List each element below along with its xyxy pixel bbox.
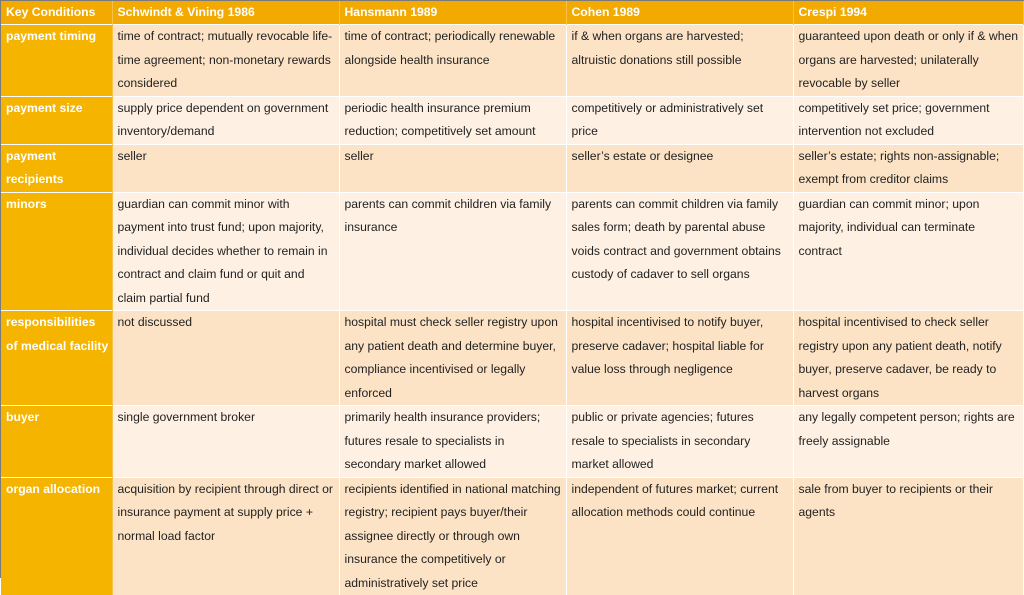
row-key: buyer [1,406,112,478]
table-cell: any legally competent person; rights are freely assignable [793,406,1023,478]
table-row [1,311,1023,406]
table-cell: not discussed [112,311,339,406]
table-cell: guardian can commit minor; upon majority, individual can terminate contract [793,192,1023,311]
table-cell: primarily health insurance providers; futures resale to specialists in secondary market allowed [339,406,566,478]
table-cell: public or private agencies; futures resale to specialists in secondary market allowed [566,406,793,478]
table-cell: if & when organs are harvested; altruistic donations still possible [566,25,793,97]
table-cell: time of contract; mutually revocable life-time agreement; non-monetary rewards considered [112,25,339,97]
table-cell: seller [339,144,566,192]
table-cell: seller [112,144,339,192]
header-hansmann: Hansmann 1989 [339,1,566,25]
row-key: minors [1,192,112,311]
row-key: payment size [1,96,112,144]
row-key: payment recipients [1,144,112,192]
table-cell: time of contract; periodically renewable alongside health insurance [339,25,566,97]
table-row [1,477,1023,595]
row-key: payment timing [1,25,112,97]
header-row [1,1,1023,25]
comparison-table [1,1,1024,595]
table-row [1,144,1023,192]
table-row [1,192,1023,311]
table-cell: competitively set price; government intervention not excluded [793,96,1023,144]
table-cell: recipients identified in national matching registry; recipient pays buyer/their assignee directly or through own insurance the competitively or administratively set price [339,477,566,595]
table-cell: hospital incentivised to check seller registry upon any patient death, notify buyer, preserve cadaver, be ready to harvest organs [793,311,1023,406]
table-cell: single government broker [112,406,339,478]
table-cell: acquisition by recipient through direct or insurance payment at supply price + normal load factor [112,477,339,595]
row-key: responsibilities of medical facility [1,311,112,406]
table-cell: seller’s estate; rights non-assignable; exempt from creditor claims [793,144,1023,192]
table-cell: sale from buyer to recipients or their agents [793,477,1023,595]
table-cell: guaranteed upon death or only if & when organs are harvested; unilaterally revocable by seller [793,25,1023,97]
table-cell: periodic health insurance premium reduction; competitively set amount [339,96,566,144]
table-cell: competitively or administratively set price [566,96,793,144]
table-cell: seller’s estate or designee [566,144,793,192]
header-cohen: Cohen 1989 [566,1,793,25]
header-crespi: Crespi 1994 [793,1,1023,25]
header-key-conditions: Key Conditions [1,1,112,25]
header-schwindt-vining: Schwindt & Vining 1986 [112,1,339,25]
table-row [1,25,1023,97]
table-cell: hospital incentivised to notify buyer, preserve cadaver; hospital liable for value loss through negligence [566,311,793,406]
table-cell: hospital must check seller registry upon any patient death and determine buyer, compliance incentivised or legally enforced [339,311,566,406]
table-row [1,96,1023,144]
table-row [1,406,1023,478]
table-cell: independent of futures market; current allocation methods could continue [566,477,793,595]
row-key: organ allocation [1,477,112,595]
table-cell: parents can commit children via family insurance [339,192,566,311]
table-cell: parents can commit children via family sales form; death by parental abuse voids contract and government obtains custody of cadaver to sell organs [566,192,793,311]
table-cell: guardian can commit minor with payment into trust fund; upon majority, individual decides whether to remain in contract and claim fund or quit and claim partial fund [112,192,339,311]
table-cell: supply price dependent on government inventory/demand [112,96,339,144]
